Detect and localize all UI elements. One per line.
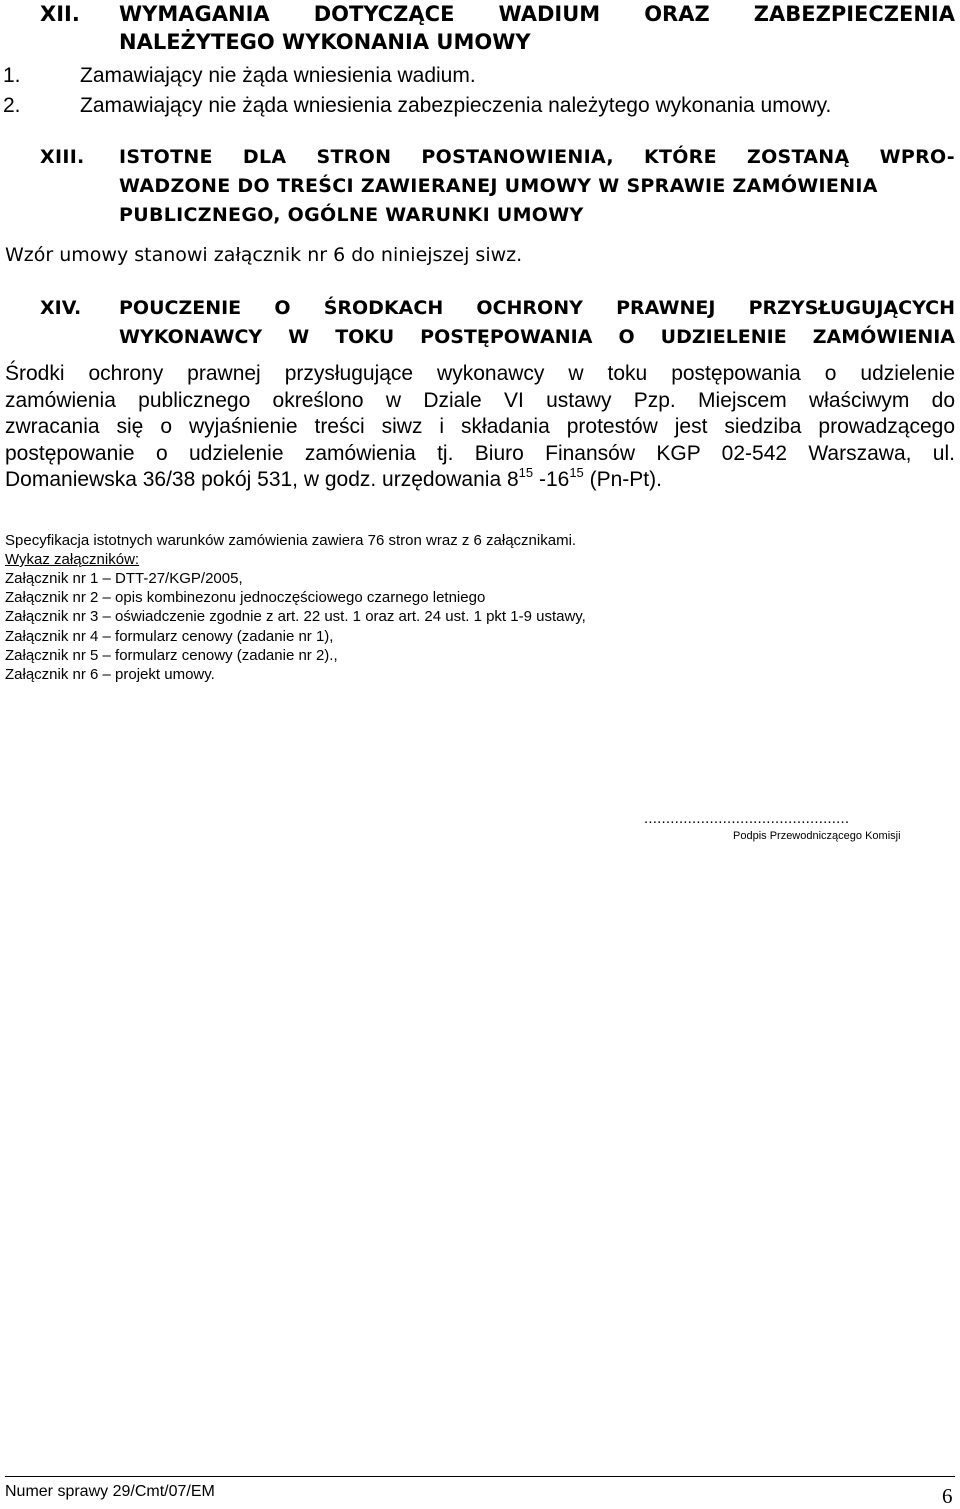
list-item-number: 1. xyxy=(3,64,21,87)
signature-label: Podpis Przewodniczącego Komisji xyxy=(733,830,901,842)
section-title-line: WYMAGANIA DOTYCZĄCE WADIUM ORAZ ZABEZPIECZENIA xyxy=(119,2,955,26)
attachment-item: Załącznik nr 3 – oświadczenie zgodnie z art. 22 ust. 1 oraz art. 24 ust. 1 pkt 1-9 ustawy, xyxy=(5,608,586,626)
section-title xyxy=(119,0,955,56)
section-title xyxy=(119,143,955,230)
case-number: Numer sprawy 29/Cmt/07/EM xyxy=(5,1483,215,1500)
hours-superscript: 15 xyxy=(569,465,584,480)
body-line: zamówienia publicznego określono w Dziale VI ustawy Pzp. Miejscem właściwym do xyxy=(5,388,955,412)
section-title-line: NALEŻYTEGO WYKONANIA UMOWY xyxy=(119,30,531,54)
section-title-line: PUBLICZNEGO, OGÓLNE WARUNKI UMOWY xyxy=(119,204,584,226)
section-title-line: POUCZENIE O ŚRODKACH OCHRONY PRAWNEJ PRZYSŁUGUJĄCYCH xyxy=(119,297,955,319)
hours-superscript: 15 xyxy=(518,465,534,480)
section-number: XIV. xyxy=(40,297,82,319)
attachment-item: Załącznik nr 2 – opis kombinezonu jednoczęściowego czarnego letniego xyxy=(5,589,486,607)
list-item-number: 2. xyxy=(3,94,21,117)
attachment-item: Załącznik nr 5 – formularz cenowy (zadanie nr 2)., xyxy=(5,646,338,664)
list-item-text: Zamawiający nie żąda wniesienia zabezpieczenia należytego wykonania umowy. xyxy=(80,94,832,117)
body-line: Środki ochrony prawnej przysługujące wykonawcy w toku postępowania o udzielenie xyxy=(5,362,955,385)
specification-summary: Specyfikacja istotnych warunków zamówienia zawiera 76 stron wraz z 6 załącznikami. xyxy=(5,532,577,549)
attachment-item: Załącznik nr 1 – DTT-27/KGP/2005, xyxy=(5,570,243,587)
office-hours-text: (Pn-Pt). xyxy=(583,468,662,491)
body-line: postępowanie o udzielenie zamówienia tj. Biuro Finansów KGP 02-542 Warszawa, ul. xyxy=(5,441,955,465)
office-hours-text: -16 xyxy=(533,468,570,491)
attachments-heading: Wykaz załączników: xyxy=(5,551,140,568)
list-item-text: Zamawiający nie żąda wniesienia wadium. xyxy=(80,64,476,87)
section-title-line: ISTOTNE DLA STRON POSTANOWIENIA, KTÓRE ZOSTANĄ WPRO- xyxy=(119,146,955,168)
office-hours-text: Domaniewska 36/38 pokój 531, w godz. urzędowania 8 xyxy=(5,468,519,491)
section-14-body xyxy=(5,361,955,494)
signature-line: ............................................... xyxy=(644,810,850,827)
section-title-line: WADZONE DO TREŚCI ZAWIERANEJ UMOWY W SPRAWIE ZAMÓWIENIA xyxy=(119,175,878,197)
body-line: zwracania się o wyjaśnienie treści siwz i składania protestów jest siedziba prowadzącego xyxy=(5,415,955,438)
section-number: XII. xyxy=(40,2,80,26)
attachment-item: Załącznik nr 4 – formularz cenowy (zadanie nr 1), xyxy=(5,627,334,645)
section-title-line: WYKONAWCY W TOKU POSTĘPOWANIA O UDZIELENIE ZAMÓWIENIA xyxy=(119,326,955,348)
footer-divider xyxy=(5,1476,955,1477)
section-number: XIII. xyxy=(40,146,85,168)
body-line xyxy=(5,467,955,494)
attachment-item: Załącznik nr 6 – projekt umowy. xyxy=(5,666,215,684)
attachments-list xyxy=(5,569,586,684)
page-number: 6 xyxy=(942,1484,953,1508)
section-title xyxy=(119,294,955,352)
section-13-body: Wzór umowy stanowi załącznik nr 6 do niniejszej siwz. xyxy=(5,244,523,266)
